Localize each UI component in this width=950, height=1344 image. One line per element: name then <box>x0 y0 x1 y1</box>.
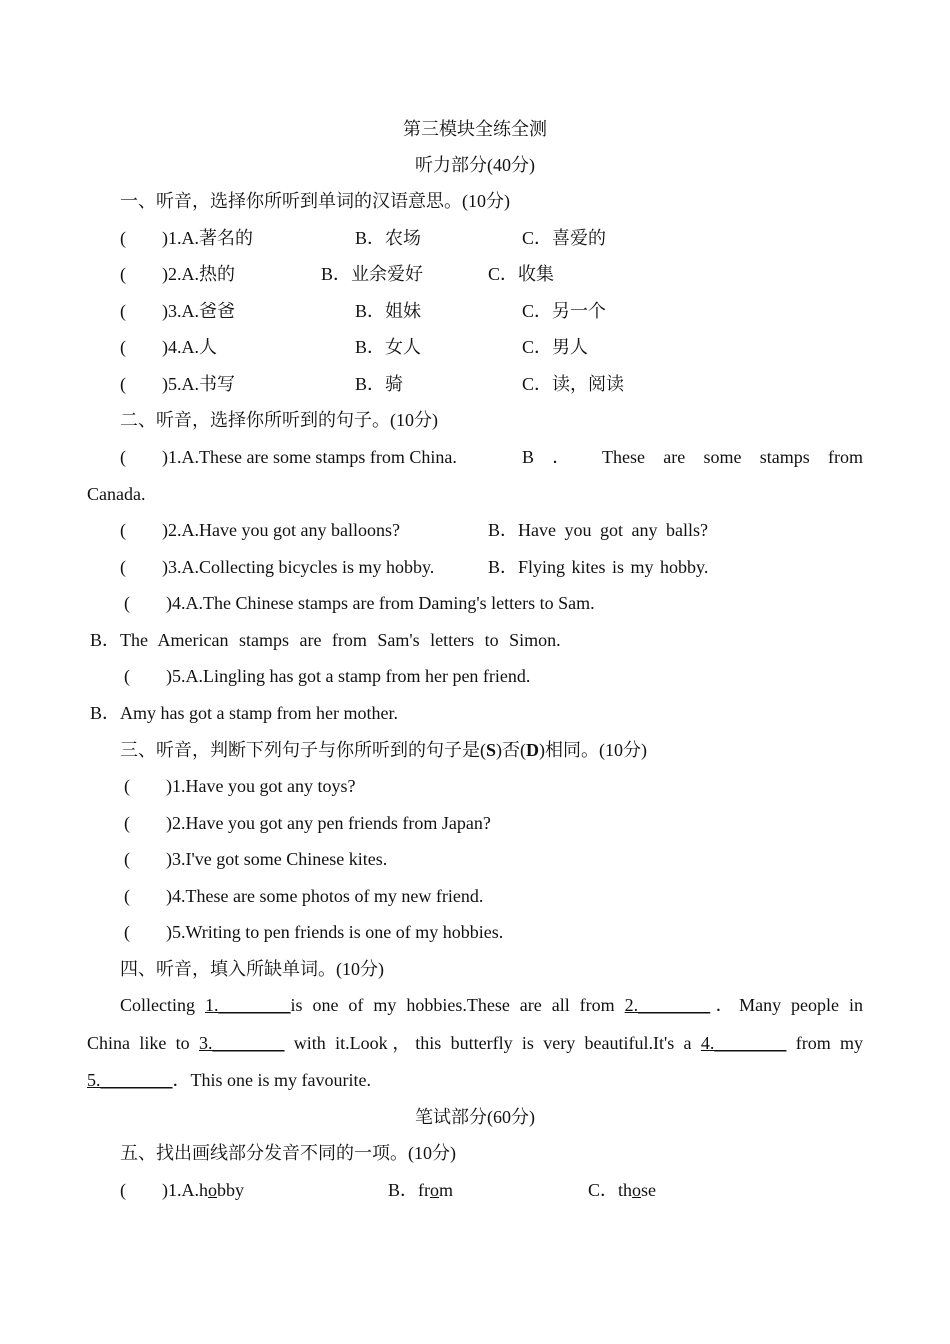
s2-q4-option-b: B．The American stamps are from Sam's letters to Simon. <box>90 630 561 650</box>
s2-q3-option-b: B．Flying kites is my hobby. <box>488 557 709 577</box>
s2-q4-option-a: ( )4.A.The Chinese stamps are from Daming's letters to Sam. <box>124 593 595 613</box>
listening-part-header: 听力部分(40分) <box>415 155 535 175</box>
section-5-heading: 五、找出画线部分发音不同的一项。(10分) <box>120 1143 456 1163</box>
s5-q1-option-c: C．those <box>588 1180 657 1200</box>
s1-q3-option-a: ( )3.A.爸爸 <box>120 301 235 321</box>
s1-q2-option-a: ( )2.A.热的 <box>120 264 235 284</box>
s1-q5-option-c: C．读，阅读 <box>522 374 625 394</box>
s1-q1-option-a: ( )1.A.著名的 <box>120 228 253 248</box>
cloze-line-3: 5.________．This one is my favourite. <box>87 1070 371 1090</box>
section-2-heading: 二、听音，选择你所听到的句子。(10分) <box>120 410 438 430</box>
cloze-line-1: Collecting 1.________is one of my hobbies.These are all from 2.________．Many people in <box>120 995 863 1015</box>
s1-q3-option-b: B．姐妹 <box>355 301 422 321</box>
s1-q5-option-b: B．骑 <box>355 374 404 394</box>
s2-q1-option-b: B ． These are some stamps from <box>522 447 863 467</box>
s1-q5-option-a: ( )5.A.书写 <box>120 374 235 394</box>
s1-q1-option-c: C．喜爱的 <box>522 228 607 248</box>
s1-q4-option-a: ( )4.A.人 <box>120 337 217 357</box>
blank-1[interactable]: 1.________ <box>204 995 291 1015</box>
s3-item-1: ( )1.Have you got any toys? <box>124 776 356 796</box>
blank-4[interactable]: 4.________ <box>700 1033 787 1053</box>
s2-q5-option-a: ( )5.A.Lingling has got a stamp from her pen friend. <box>124 666 531 686</box>
s1-q2-option-b: B．业余爱好 <box>321 264 424 284</box>
s3-item-2: ( )2.Have you got any pen friends from Japan? <box>124 813 491 833</box>
s5-q1-option-b: B．from <box>388 1180 454 1200</box>
page-title: 第三模块全练全测 <box>403 119 547 139</box>
blank-5[interactable]: 5.________ <box>87 1070 173 1090</box>
s1-q1-option-b: B．农场 <box>355 228 422 248</box>
s2-q2-option-b: B．Have you got any balls? <box>488 520 708 540</box>
s1-q4-option-c: C．男人 <box>522 337 589 357</box>
section-4-heading: 四、听音，填入所缺单词。(10分) <box>120 959 384 979</box>
blank-3[interactable]: 3.________ <box>198 1033 285 1053</box>
s1-q2-option-c: C．收集 <box>488 264 555 284</box>
section-1-heading: 一、听音，选择你所听到单词的汉语意思。(10分) <box>120 191 510 211</box>
s2-q1-option-b-continued: Canada. <box>87 484 146 504</box>
s3-item-3: ( )3.I've got some Chinese kites. <box>124 849 388 869</box>
s2-q2-option-a: ( )2.A.Have you got any balloons? <box>120 520 400 540</box>
s1-q3-option-c: C．另一个 <box>522 301 607 321</box>
s5-q1-option-a: ( )1.A.hobby <box>120 1180 244 1200</box>
written-part-header: 笔试部分(60分) <box>415 1107 535 1127</box>
s2-q3-option-a: ( )3.A.Collecting bicycles is my hobby. <box>120 557 435 577</box>
s3-item-5: ( )5.Writing to pen friends is one of my hobbies. <box>124 922 504 942</box>
blank-2[interactable]: 2.________ <box>624 995 711 1015</box>
s3-item-4: ( )4.These are some photos of my new friend. <box>124 886 484 906</box>
s2-q5-option-b: B．Amy has got a stamp from her mother. <box>90 703 398 723</box>
s1-q4-option-b: B．女人 <box>355 337 422 357</box>
s2-q1-option-a: ( )1.A.These are some stamps from China. <box>120 447 457 467</box>
cloze-line-2: China like to 3.________ with it.Look，this butterfly is very beautiful.It's a 4.________ from my <box>87 1033 864 1053</box>
section-3-heading: 三、听音，判断下列句子与你所听到的句子是(S)否(D)相同。(10分) <box>120 740 647 760</box>
